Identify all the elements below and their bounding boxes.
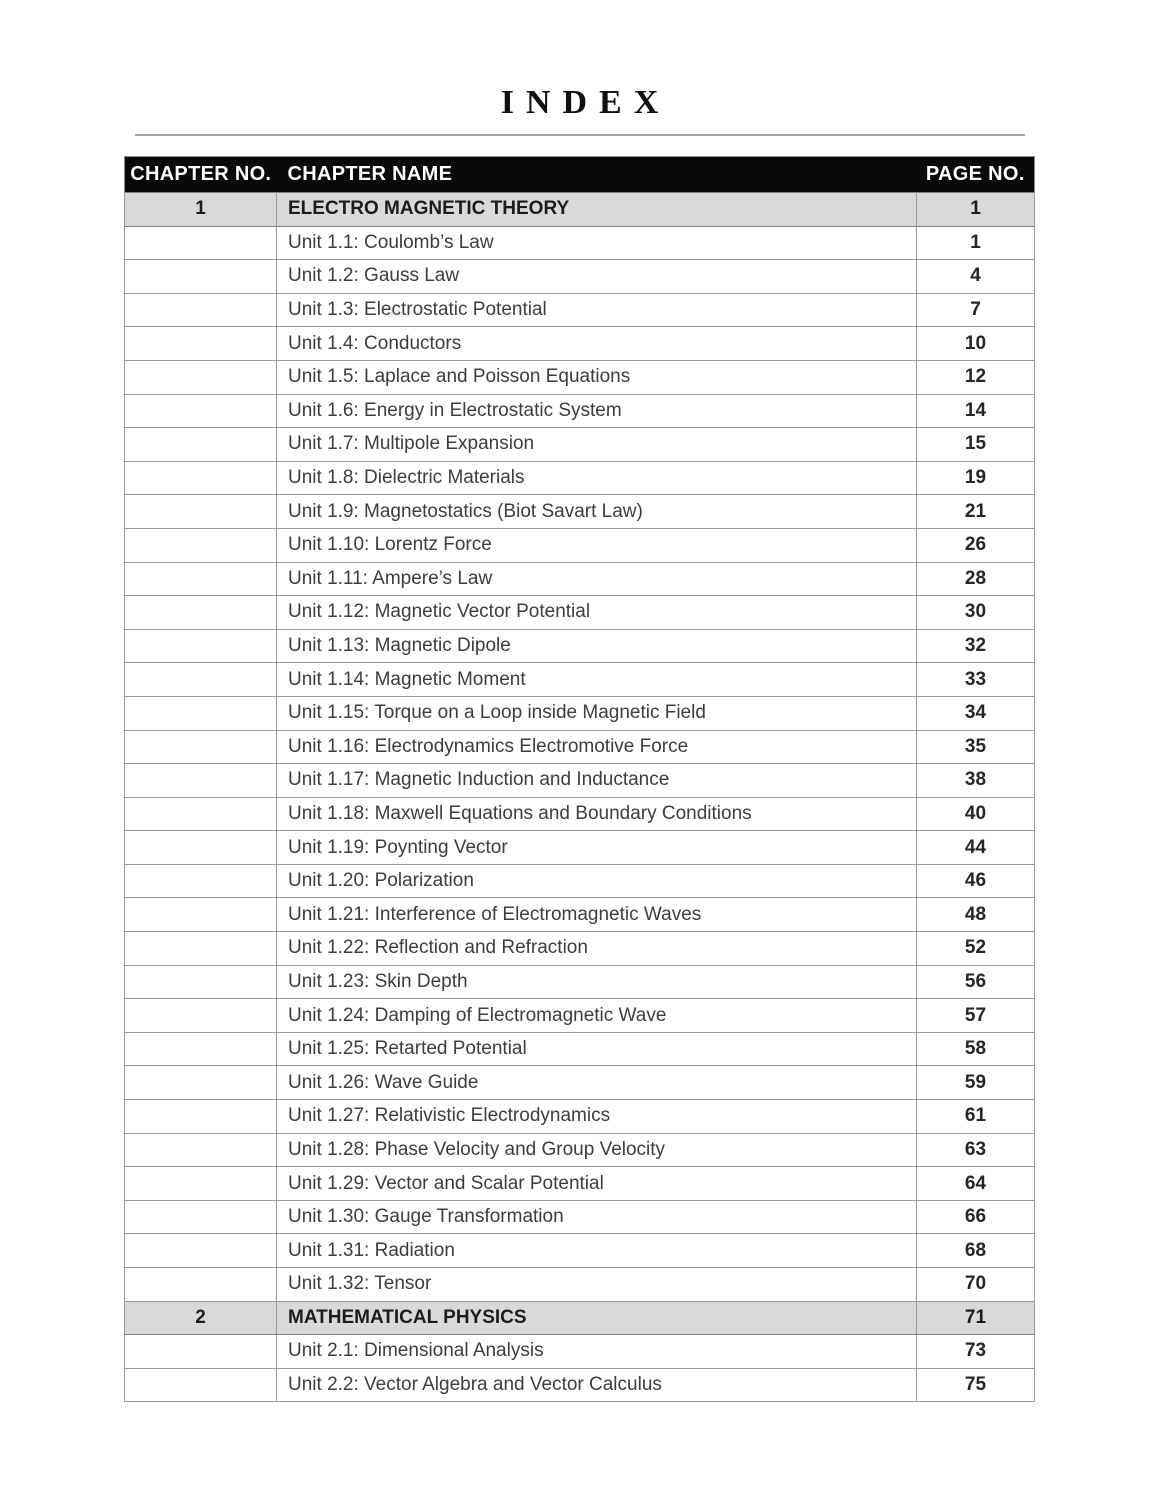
- page-no-cell: 61: [917, 1100, 1035, 1134]
- chapter-no-cell: [125, 260, 277, 294]
- unit-row: [125, 1335, 1035, 1369]
- chapter-name-cell: ELECTRO MAGNETIC THEORY: [277, 193, 917, 227]
- chapter-name-cell: Unit 1.21: Interference of Electromagnetic Waves: [277, 898, 917, 932]
- chapter-name-cell: Unit 1.24: Damping of Electromagnetic Wave: [277, 999, 917, 1033]
- unit-row: [125, 1032, 1035, 1066]
- chapter-name-cell: Unit 1.28: Phase Velocity and Group Velocity: [277, 1133, 917, 1167]
- page-no-cell: 44: [917, 831, 1035, 865]
- chapter-name-cell: Unit 1.4: Conductors: [277, 327, 917, 361]
- page-no-cell: 68: [917, 1234, 1035, 1268]
- page-no-cell: 30: [917, 596, 1035, 630]
- chapter-no-cell: [125, 1167, 277, 1201]
- unit-row: [125, 394, 1035, 428]
- chapter-name-cell: Unit 1.18: Maxwell Equations and Boundary Conditions: [277, 797, 917, 831]
- page-no-cell: 52: [917, 932, 1035, 966]
- chapter-name-cell: Unit 1.23: Skin Depth: [277, 965, 917, 999]
- chapter-name-cell: MATHEMATICAL PHYSICS: [277, 1301, 917, 1335]
- unit-row: [125, 562, 1035, 596]
- chapter-no-cell: [125, 932, 277, 966]
- chapter-name-cell: Unit 1.3: Electrostatic Potential: [277, 293, 917, 327]
- unit-row: [125, 495, 1035, 529]
- chapter-no-cell: [125, 596, 277, 630]
- unit-row: [125, 932, 1035, 966]
- page-no-cell: 71: [917, 1301, 1035, 1335]
- unit-row: [125, 461, 1035, 495]
- unit-row: [125, 629, 1035, 663]
- page-no-cell: 15: [917, 428, 1035, 462]
- chapter-no-cell: [125, 428, 277, 462]
- page-no-cell: 34: [917, 696, 1035, 730]
- unit-row: [125, 663, 1035, 697]
- chapter-name-cell: Unit 1.22: Reflection and Refraction: [277, 932, 917, 966]
- chapter-name-cell: Unit 1.16: Electrodynamics Electromotive Force: [277, 730, 917, 764]
- page-no-cell: 70: [917, 1268, 1035, 1302]
- chapter-no-cell: [125, 696, 277, 730]
- page-no-cell: 1: [917, 193, 1035, 227]
- chapter-name-cell: Unit 1.2: Gauss Law: [277, 260, 917, 294]
- chapter-no-cell: [125, 327, 277, 361]
- chapter-no-cell: 1: [125, 193, 277, 227]
- header-page-no: PAGE NO.: [917, 157, 1035, 193]
- chapter-no-cell: [125, 293, 277, 327]
- page-no-cell: 35: [917, 730, 1035, 764]
- chapter-no-cell: [125, 562, 277, 596]
- chapter-name-cell: Unit 1.10: Lorentz Force: [277, 528, 917, 562]
- page-no-cell: 1: [917, 226, 1035, 260]
- chapter-no-cell: [125, 461, 277, 495]
- chapter-name-cell: Unit 1.19: Poynting Vector: [277, 831, 917, 865]
- chapter-no-cell: [125, 764, 277, 798]
- chapter-name-cell: Unit 1.32: Tensor: [277, 1268, 917, 1302]
- chapter-no-cell: [125, 1032, 277, 1066]
- title-divider: [135, 134, 1025, 136]
- unit-row: [125, 360, 1035, 394]
- page-no-cell: 32: [917, 629, 1035, 663]
- chapter-no-cell: [125, 1100, 277, 1134]
- chapter-no-cell: [125, 1368, 277, 1402]
- page-no-cell: 10: [917, 327, 1035, 361]
- chapter-name-cell: Unit 1.17: Magnetic Induction and Inductance: [277, 764, 917, 798]
- unit-row: [125, 1133, 1035, 1167]
- unit-row: [125, 1167, 1035, 1201]
- page-no-cell: 12: [917, 360, 1035, 394]
- unit-row: [125, 696, 1035, 730]
- chapter-no-cell: 2: [125, 1301, 277, 1335]
- unit-row: [125, 260, 1035, 294]
- chapter-name-cell: Unit 1.11: Ampere’s Law: [277, 562, 917, 596]
- index-table: [124, 156, 1035, 1402]
- chapter-name-cell: Unit 1.13: Magnetic Dipole: [277, 629, 917, 663]
- chapter-no-cell: [125, 1268, 277, 1302]
- chapter-name-cell: Unit 1.7: Multipole Expansion: [277, 428, 917, 462]
- page-no-cell: 75: [917, 1368, 1035, 1402]
- chapter-name-cell: Unit 1.6: Energy in Electrostatic System: [277, 394, 917, 428]
- page-no-cell: 26: [917, 528, 1035, 562]
- chapter-no-cell: [125, 394, 277, 428]
- page-no-cell: 73: [917, 1335, 1035, 1369]
- chapter-name-cell: Unit 2.2: Vector Algebra and Vector Calculus: [277, 1368, 917, 1402]
- chapter-name-cell: Unit 1.20: Polarization: [277, 864, 917, 898]
- page-no-cell: 28: [917, 562, 1035, 596]
- unit-row: [125, 226, 1035, 260]
- page-no-cell: 58: [917, 1032, 1035, 1066]
- chapter-no-cell: [125, 226, 277, 260]
- chapter-name-cell: Unit 1.8: Dielectric Materials: [277, 461, 917, 495]
- page-no-cell: 48: [917, 898, 1035, 932]
- page-no-cell: 33: [917, 663, 1035, 697]
- chapter-name-cell: Unit 1.9: Magnetostatics (Biot Savart Law): [277, 495, 917, 529]
- header-chapter-no: CHAPTER NO.: [125, 157, 277, 193]
- chapter-name-cell: Unit 2.1: Dimensional Analysis: [277, 1335, 917, 1369]
- unit-row: [125, 898, 1035, 932]
- page-no-cell: 40: [917, 797, 1035, 831]
- page-no-cell: 38: [917, 764, 1035, 798]
- chapter-row: [125, 193, 1035, 227]
- unit-row: [125, 596, 1035, 630]
- chapter-no-cell: [125, 831, 277, 865]
- unit-row: [125, 831, 1035, 865]
- page-no-cell: 59: [917, 1066, 1035, 1100]
- unit-row: [125, 1100, 1035, 1134]
- chapter-no-cell: [125, 898, 277, 932]
- chapter-name-cell: Unit 1.1: Coulomb’s Law: [277, 226, 917, 260]
- page-no-cell: 57: [917, 999, 1035, 1033]
- unit-row: [125, 999, 1035, 1033]
- unit-row: [125, 1200, 1035, 1234]
- unit-row: [125, 1066, 1035, 1100]
- chapter-no-cell: [125, 965, 277, 999]
- page-no-cell: 21: [917, 495, 1035, 529]
- chapter-name-cell: Unit 1.12: Magnetic Vector Potential: [277, 596, 917, 630]
- chapter-name-cell: Unit 1.14: Magnetic Moment: [277, 663, 917, 697]
- chapter-no-cell: [125, 797, 277, 831]
- page-no-cell: 64: [917, 1167, 1035, 1201]
- unit-row: [125, 327, 1035, 361]
- unit-row: [125, 797, 1035, 831]
- unit-row: [125, 764, 1035, 798]
- chapter-no-cell: [125, 1234, 277, 1268]
- chapter-no-cell: [125, 528, 277, 562]
- chapter-name-cell: Unit 1.26: Wave Guide: [277, 1066, 917, 1100]
- unit-row: [125, 1268, 1035, 1302]
- chapter-no-cell: [125, 629, 277, 663]
- page-no-cell: 56: [917, 965, 1035, 999]
- chapter-name-cell: Unit 1.25: Retarted Potential: [277, 1032, 917, 1066]
- page-no-cell: 46: [917, 864, 1035, 898]
- unit-row: [125, 293, 1035, 327]
- page-no-cell: 14: [917, 394, 1035, 428]
- table-header-row: [125, 157, 1035, 193]
- page-no-cell: 4: [917, 260, 1035, 294]
- chapter-name-cell: Unit 1.27: Relativistic Electrodynamics: [277, 1100, 917, 1134]
- page-no-cell: 7: [917, 293, 1035, 327]
- unit-row: [125, 1368, 1035, 1402]
- page-no-cell: 19: [917, 461, 1035, 495]
- unit-row: [125, 1234, 1035, 1268]
- chapter-no-cell: [125, 1133, 277, 1167]
- chapter-no-cell: [125, 1066, 277, 1100]
- page-title: INDEX: [500, 84, 671, 121]
- chapter-no-cell: [125, 495, 277, 529]
- chapter-name-cell: Unit 1.15: Torque on a Loop inside Magnetic Field: [277, 696, 917, 730]
- unit-row: [125, 730, 1035, 764]
- chapter-no-cell: [125, 1200, 277, 1234]
- chapter-no-cell: [125, 360, 277, 394]
- chapter-row: [125, 1301, 1035, 1335]
- unit-row: [125, 528, 1035, 562]
- chapter-no-cell: [125, 999, 277, 1033]
- header-chapter-name: CHAPTER NAME: [277, 157, 917, 193]
- chapter-no-cell: [125, 864, 277, 898]
- chapter-name-cell: Unit 1.29: Vector and Scalar Potential: [277, 1167, 917, 1201]
- page-no-cell: 63: [917, 1133, 1035, 1167]
- chapter-no-cell: [125, 1335, 277, 1369]
- unit-row: [125, 965, 1035, 999]
- unit-row: [125, 428, 1035, 462]
- chapter-name-cell: Unit 1.30: Gauge Transformation: [277, 1200, 917, 1234]
- unit-row: [125, 864, 1035, 898]
- page-no-cell: 66: [917, 1200, 1035, 1234]
- table-body: [125, 193, 1035, 1402]
- chapter-name-cell: Unit 1.31: Radiation: [277, 1234, 917, 1268]
- chapter-no-cell: [125, 663, 277, 697]
- chapter-name-cell: Unit 1.5: Laplace and Poisson Equations: [277, 360, 917, 394]
- chapter-no-cell: [125, 730, 277, 764]
